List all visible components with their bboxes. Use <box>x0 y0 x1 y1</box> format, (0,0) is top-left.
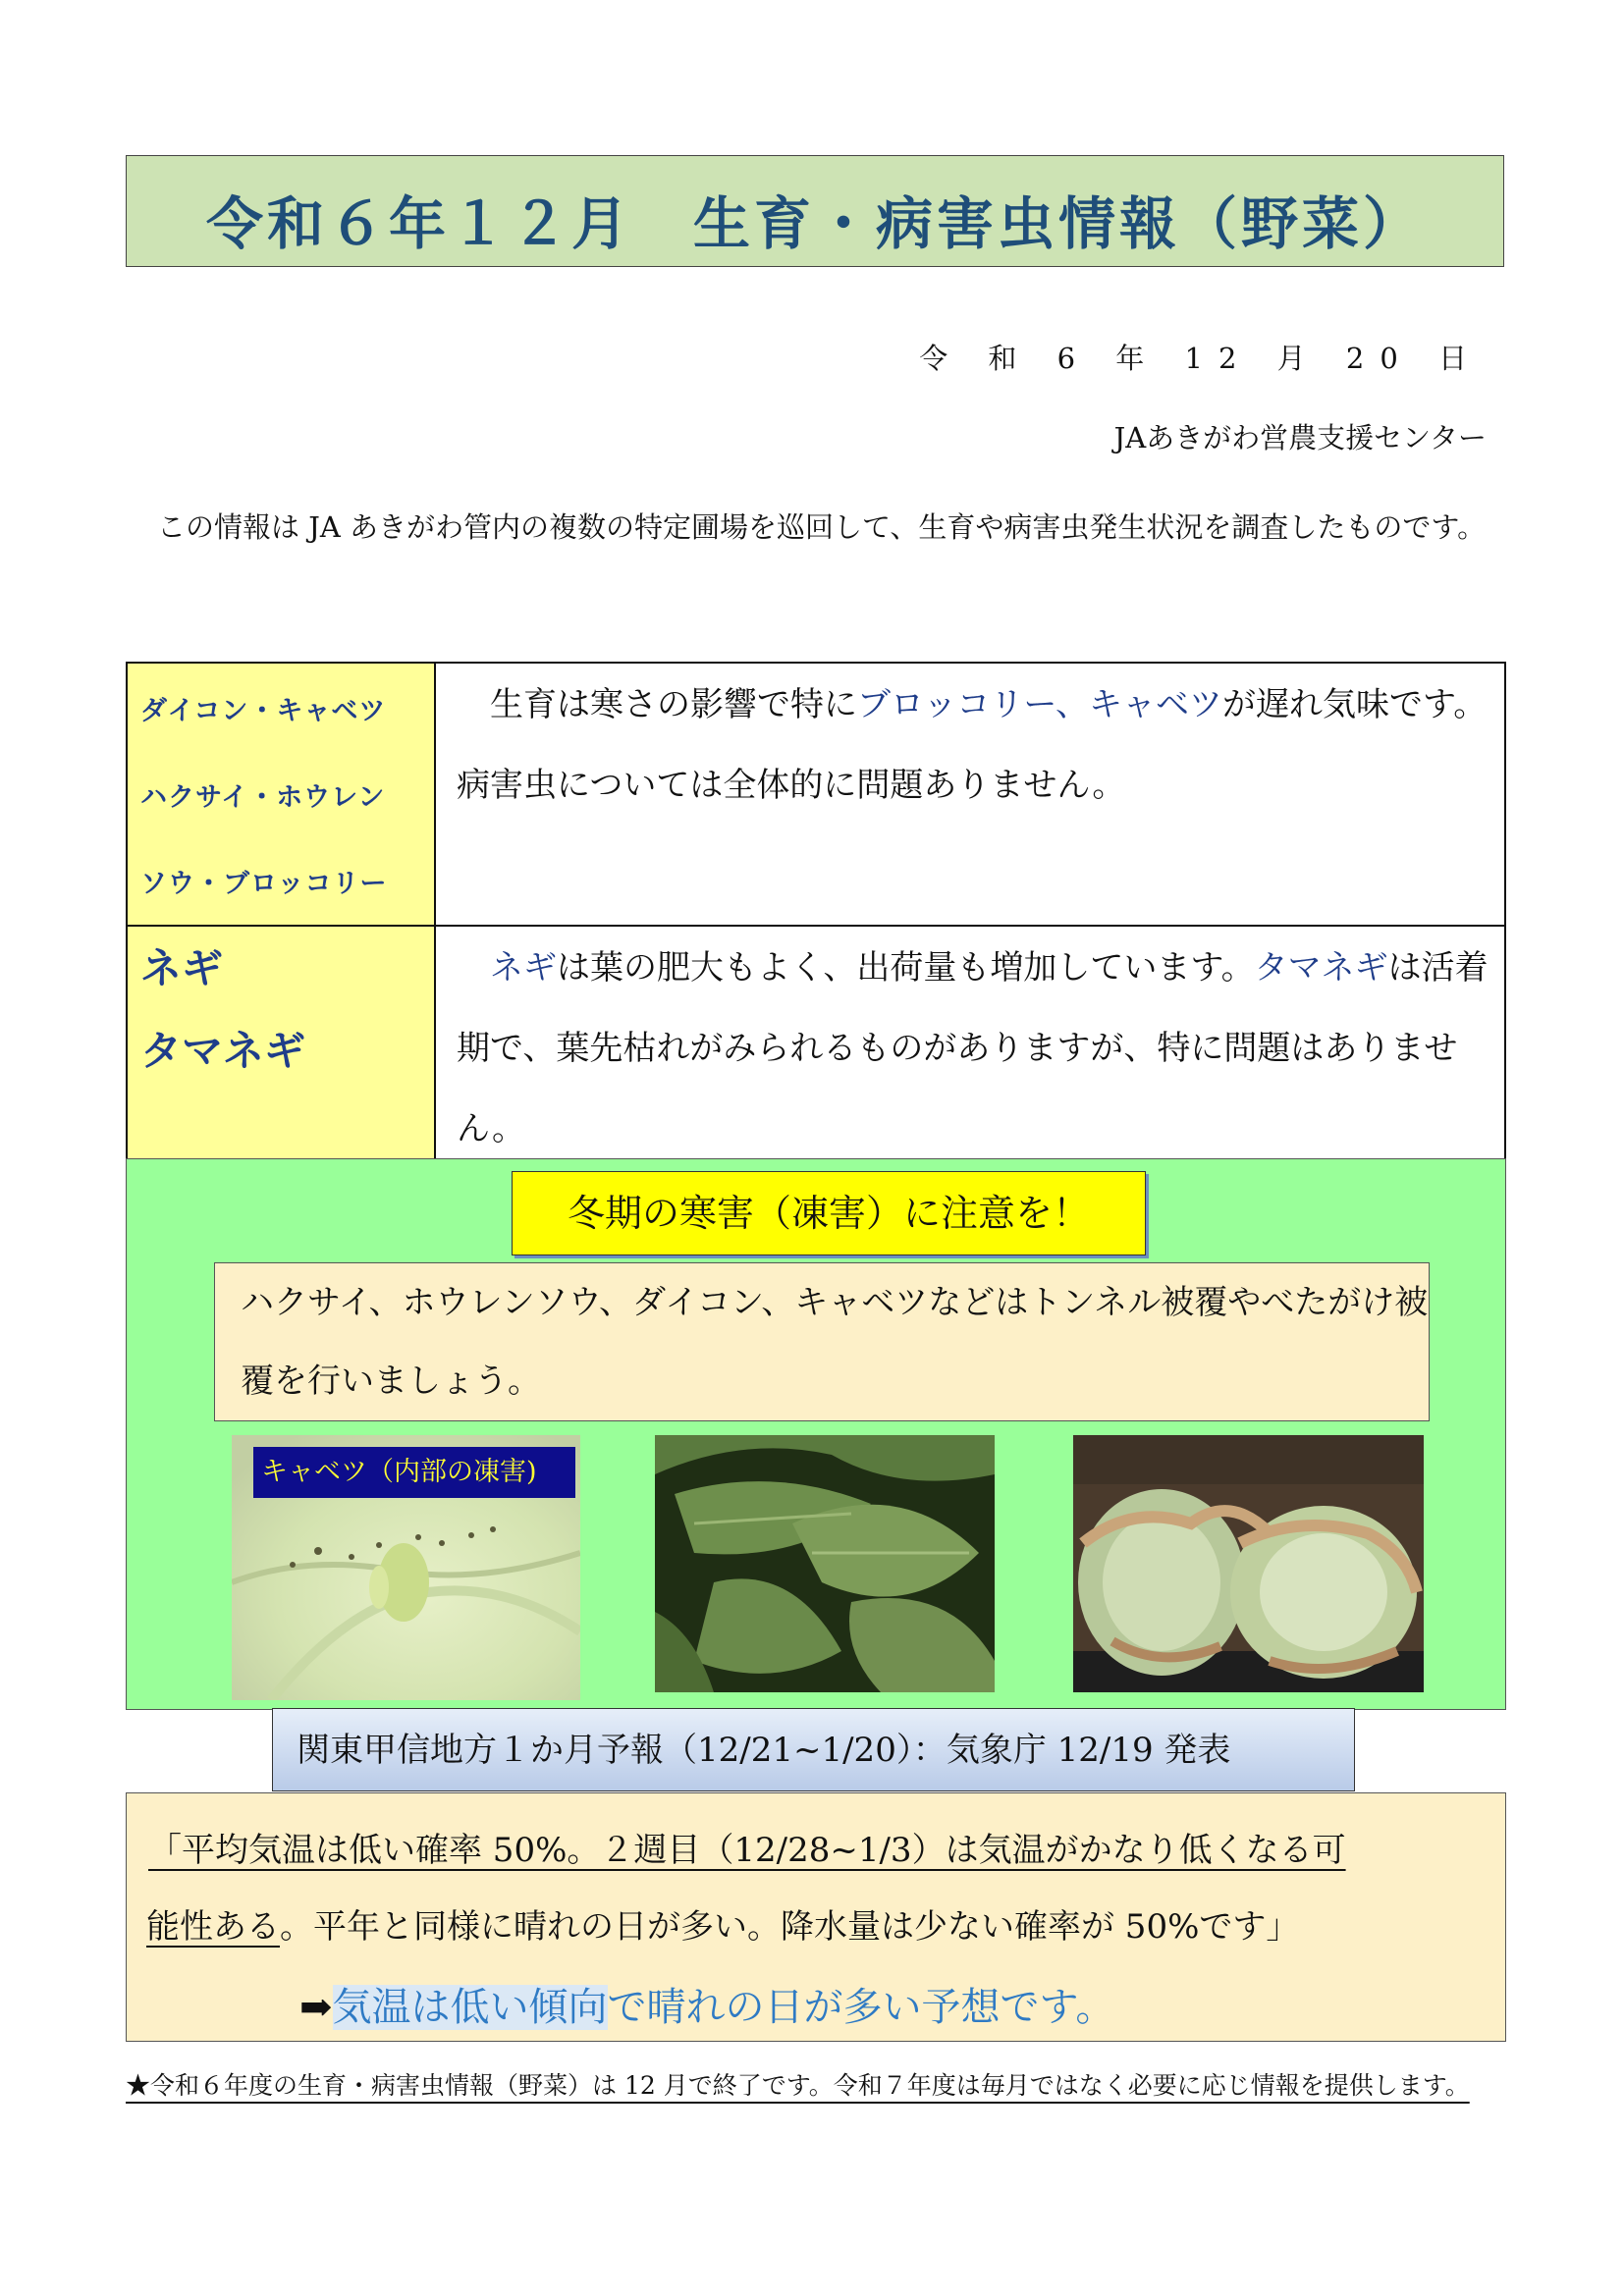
crop-line: ソウ・ブロッコリー <box>140 869 388 899</box>
forecast-heading: 関東甲信地方１か月予報（12/21~1/20）：気象庁 12/19 発表 <box>272 1708 1355 1791</box>
title-banner <box>126 155 1504 267</box>
conclusion-text: で晴れの日が多い予想です。 <box>607 1985 1115 2030</box>
crop-description-cell <box>435 663 1505 926</box>
crop-line: ネギ <box>140 944 224 992</box>
intro-text: この情報は JA あきがわ管内の複数の特定圃場を巡回して、生育や病害虫発生状況を調査したものです。 <box>157 510 1487 544</box>
cabbage-interior-photo <box>232 1435 580 1700</box>
crop-description <box>437 665 1503 826</box>
arrow-icon: ➡ <box>299 1985 333 2030</box>
forecast-conclusion <box>299 1976 1114 2032</box>
frost-advice: ハクサイ、ホウレンソウ、ダイコン、キャベツなどはトンネル被覆やべたがけ被覆を行いましょう。 <box>214 1262 1430 1421</box>
footnote-text: ★令和６年度の生育・病害虫情報（野菜）は 12 月で終了です。令和７年度は毎月ではなく必要に応じ情報を提供します。 <box>126 2071 1470 2100</box>
frost-warning-heading: 冬期の寒害（凍害）に注意を！ <box>512 1171 1146 1255</box>
crop-name-cell <box>127 926 435 1171</box>
desc-text: は活着期で、葉先枯れがみられるものがありますが、特に問題はありません。 <box>457 948 1489 1148</box>
table-row <box>127 926 1505 1171</box>
spinach-image <box>655 1435 995 1692</box>
forecast-quote-text: 能性ある <box>146 1907 280 1947</box>
forecast-quote-line2 <box>146 1899 1299 1948</box>
forecast-quote-text: 「平均気温は低い確率 50%。２週目（12/28~1/3）は気温がかなり低くなる可 <box>148 1831 1346 1870</box>
damaged-cabbage-image <box>1073 1435 1424 1692</box>
crop-line: ハクサイ・ホウレン <box>140 782 386 813</box>
forecast-quote-text: 。平年と同様に晴れの日が多い。降水量は少ない確率が 50%です」 <box>280 1907 1300 1947</box>
footnote <box>126 2044 1510 2128</box>
crop-line: タマネギ <box>140 1027 306 1075</box>
conclusion-highlight: 気温は低い傾向 <box>332 1985 608 2030</box>
damaged-cabbage-photo <box>1073 1435 1424 1692</box>
forecast-panel <box>126 1792 1506 2042</box>
issue-date: 令 和 6 年 12 月 20 日 <box>919 342 1483 375</box>
desc-text: 生育は寒さの影響で特に <box>490 685 857 724</box>
desc-highlight: タマネギ <box>1254 948 1388 988</box>
crop-line: ダイコン・キャベツ <box>140 696 387 726</box>
desc-highlight: ネギ <box>490 948 557 988</box>
forecast-quote-line1 <box>148 1823 1346 1871</box>
page-title: 令和６年１２月 生育・病害虫情報（野菜） <box>205 190 1424 257</box>
desc-text: が遅れ気味です。病害虫については全体的に問題ありません。 <box>457 685 1488 805</box>
photo-caption: キャベツ（内部の凍害) <box>253 1447 575 1498</box>
crop-description <box>437 928 1503 1169</box>
spinach-photo <box>655 1435 995 1692</box>
desc-text: は葉の肥大もよく、出荷量も増加しています。 <box>557 948 1255 988</box>
crop-status-table <box>126 662 1506 1172</box>
crop-description-cell <box>435 926 1505 1171</box>
crop-name-cell <box>127 663 435 926</box>
organization: JAあきがわ営農支援センター <box>1113 421 1487 454</box>
desc-highlight: ブロッコリー、キャベツ <box>857 685 1222 724</box>
table-row <box>127 663 1505 926</box>
